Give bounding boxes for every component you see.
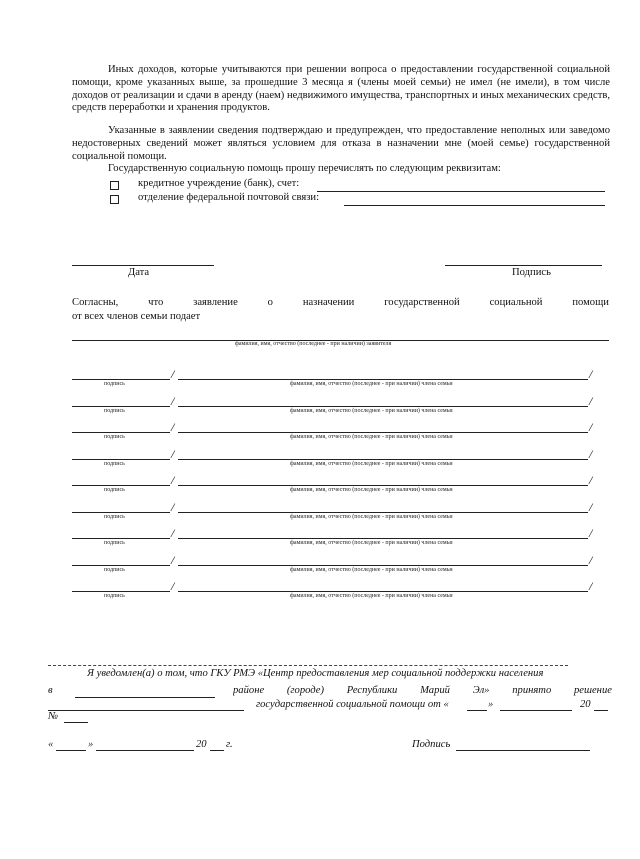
decision-day-field[interactable] [467, 710, 487, 711]
member-signature-field[interactable] [72, 432, 170, 433]
notice-word: принято [512, 685, 552, 696]
date-field[interactable] [72, 265, 214, 266]
member-name-field[interactable] [178, 565, 588, 566]
row-slash: / [589, 553, 593, 567]
member-signature-field[interactable] [72, 459, 170, 460]
row-slash: / [589, 420, 593, 434]
consent-word: социальной [489, 297, 543, 308]
bank-option-checkbox[interactable] [110, 181, 119, 190]
row-slash: / [589, 473, 593, 487]
notice-word: районе [233, 685, 265, 696]
row-slash: / [589, 447, 593, 461]
notice-line-1: Я уведомлен(а) о том, что ГКУ РМЭ «Центр предоставления мер социальной поддержки населения [87, 668, 544, 679]
decision-month-field[interactable] [500, 710, 572, 711]
row-slash: / [589, 394, 593, 408]
notice-year-prefix: 20 [196, 739, 207, 750]
row-slash: / [171, 500, 175, 514]
consent-word: заявление [193, 297, 238, 308]
decision-type-field[interactable] [48, 710, 244, 711]
member-name-field[interactable] [178, 432, 588, 433]
row-slash: / [171, 447, 175, 461]
member-signature-caption: подпись [104, 540, 125, 546]
bank-account-field[interactable] [317, 191, 605, 192]
member-name-field[interactable] [178, 379, 588, 380]
notice-line-3: государственной социальной помощи от « [256, 699, 449, 710]
member-name-caption: фамилия, имя, отчество (последнее - при наличии) члена семьи [290, 487, 453, 493]
row-slash: / [589, 367, 593, 381]
member-name-field[interactable] [178, 512, 588, 513]
member-signature-caption: подпись [104, 567, 125, 573]
notice-year-suffix: г. [226, 739, 233, 750]
member-signature-caption: подпись [104, 514, 125, 520]
row-slash: / [589, 526, 593, 540]
member-signature-caption: подпись [104, 434, 125, 440]
notice-line-2 [233, 685, 612, 696]
member-name-caption: фамилия, имя, отчество (последнее - при наличии) члена семьи [290, 514, 453, 520]
consent-word: Согласны, [72, 297, 119, 308]
member-name-caption: фамилия, имя, отчество (последнее - при наличии) члена семьи [290, 461, 453, 467]
notice-day-field[interactable] [56, 750, 86, 751]
notice-word: Эл» [472, 685, 490, 696]
member-name-caption: фамилия, имя, отчество (последнее - при наличии) члена семьи [290, 593, 453, 599]
member-signature-field[interactable] [72, 406, 170, 407]
notice-month-field[interactable] [96, 750, 194, 751]
row-slash: / [589, 500, 593, 514]
member-name-caption: фамилия, имя, отчество (последнее - при наличии) члена семьи [290, 408, 453, 414]
post-office-option-label: отделение федеральной почтовой связи: [138, 192, 320, 203]
row-slash: / [171, 473, 175, 487]
notice-word: (городе) [286, 685, 325, 696]
member-signature-caption: подпись [104, 381, 125, 387]
decision-number-field[interactable] [64, 722, 88, 723]
notice-prefix: в [48, 685, 53, 696]
member-name-field[interactable] [178, 459, 588, 460]
member-signature-field[interactable] [72, 565, 170, 566]
member-signature-caption: подпись [104, 593, 125, 599]
district-field[interactable] [75, 697, 215, 698]
row-slash: / [171, 579, 175, 593]
notice-year-field[interactable] [210, 750, 224, 751]
income-declaration-paragraph: Иных доходов, которые учитываются при решении вопроса о предоставлении государственной социальной помощи, кроме указанных выше, за прошедшие 3 месяца я (члены моей семьи) не имел (не имели), в том числе доходов от реализации и сдачи в аренду (наем) недвижимого имущества, транспортных и иных механических средств, средств переработки и хранения продуктов. [72, 64, 610, 114]
consent-line-1 [72, 297, 609, 308]
member-name-caption: фамилия, имя, отчество (последнее - при наличии) члена семьи [290, 434, 453, 440]
member-name-field[interactable] [178, 538, 588, 539]
row-slash: / [171, 420, 175, 434]
member-name-field[interactable] [178, 591, 588, 592]
consent-word: государственной [384, 297, 460, 308]
decision-year-prefix: 20 [580, 699, 591, 710]
member-name-field[interactable] [178, 485, 588, 486]
member-signature-field[interactable] [72, 591, 170, 592]
post-office-field[interactable] [344, 205, 605, 206]
row-slash: / [171, 394, 175, 408]
decision-day-close: » [488, 699, 494, 710]
date-close-quote: » [88, 739, 94, 750]
member-signature-caption: подпись [104, 461, 125, 467]
date-label: Дата [128, 267, 150, 278]
row-slash: / [171, 553, 175, 567]
consent-word: помощи [572, 297, 609, 308]
row-slash: / [171, 526, 175, 540]
member-signature-field[interactable] [72, 485, 170, 486]
member-signature-field[interactable] [72, 512, 170, 513]
member-name-caption: фамилия, имя, отчество (последнее - при наличии) члена семьи [290, 540, 453, 546]
post-office-option-checkbox[interactable] [110, 195, 119, 204]
member-signature-caption: подпись [104, 487, 125, 493]
cut-line [48, 665, 568, 666]
notice-word: решение [573, 685, 612, 696]
signature-field[interactable] [445, 265, 602, 266]
member-signature-caption: подпись [104, 408, 125, 414]
notice-word: Республики [346, 685, 398, 696]
notice-word: Марий [420, 685, 450, 696]
member-name-caption: фамилия, имя, отчество (последнее - при наличии) члена семьи [290, 567, 453, 573]
member-signature-field[interactable] [72, 379, 170, 380]
notice-signature-field[interactable] [456, 750, 590, 751]
consent-word: что [148, 297, 164, 308]
member-name-caption: фамилия, имя, отчество (последнее - при наличии) члена семьи [290, 381, 453, 387]
consent-word: назначении [302, 297, 355, 308]
member-signature-field[interactable] [72, 538, 170, 539]
row-slash: / [589, 579, 593, 593]
row-slash: / [171, 367, 175, 381]
date-open-quote: « [48, 739, 54, 750]
bank-option-label: кредитное учреждение (банк), счет: [138, 178, 300, 189]
consent-word: о [267, 297, 273, 308]
notice-signature-label: Подпись [412, 739, 451, 750]
number-label: № [48, 711, 58, 722]
applicant-caption: фамилия, имя, отчество (последнее - при наличии) заявителя [235, 341, 392, 347]
payment-details-heading: Государственную социальную помощь прошу перечислять по следующим реквизитам: [108, 163, 501, 174]
consent-line-2: от всех членов семьи подает [72, 311, 201, 322]
signature-label: Подпись [512, 267, 551, 278]
decision-year-field[interactable] [594, 710, 608, 711]
member-name-field[interactable] [178, 406, 588, 407]
accuracy-confirmation-paragraph: Указанные в заявлении сведения подтверждаю и предупрежден, что предоставление неполных или заведомо недостоверных сведений может являться условием для отказа в назначении мне (моей семье) государственной социальной помощи. [72, 125, 610, 162]
